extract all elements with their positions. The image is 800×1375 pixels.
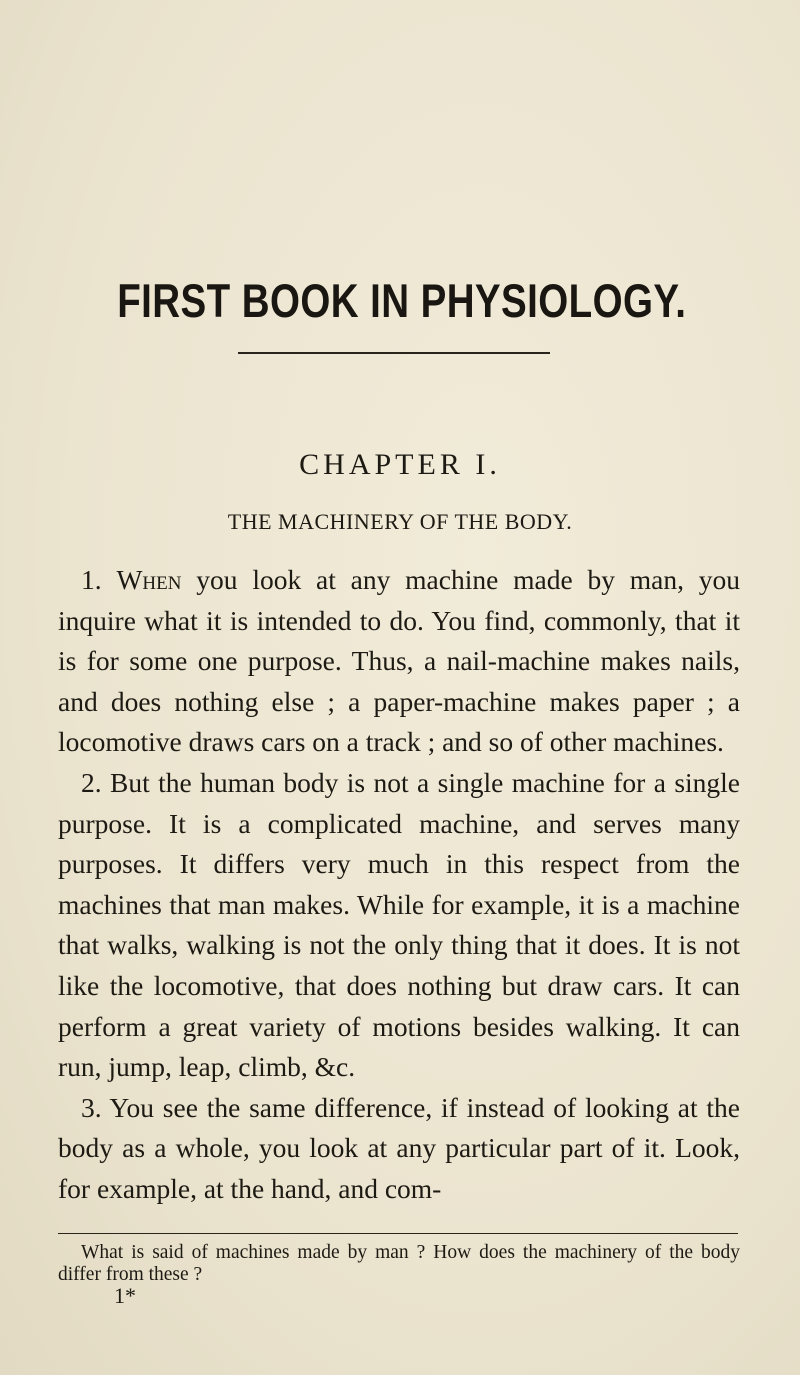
paragraph-number: 2. <box>81 766 102 798</box>
paragraph-number: 3. <box>81 1091 102 1123</box>
paragraph-2 <box>58 763 740 1088</box>
chapter-title: THE MACHINERY OF THE BODY. <box>227 509 573 534</box>
paragraph-number: 1. <box>81 564 102 595</box>
footnote-text: What is said of machines made by man ? How does the machinery of the body differ from these ? <box>58 1242 740 1285</box>
signature-mark: 1* <box>114 1283 136 1308</box>
paragraph-text: you look at any machine made by man, you inquire what it is intended to do. You find, commonly, that it is for some one purpose. Thus, a nail-machine makes nails, and does nothing else ; a paper-machine makes paper ; a locomotive draws cars on a track ; and so of other machines. <box>58 564 741 758</box>
paragraph-text: You see the same difference, if instead of looking at the body as a whole, you look at any particular part of it. Look, for example, at the hand, and com- <box>58 1091 740 1204</box>
book-title: FIRST BOOK IN PHYSIOLOGY. <box>117 274 687 327</box>
paragraph-3 <box>58 1088 740 1210</box>
paragraph-text: But the human body is not a single machine for a single purpose. It is a complicated machine, and serves many purposes. It differs very much in this respect from the machines that man makes. While for example, it is a machine that walks, walking is not the only thing that it does. It is not like the locomotive, that does nothing but draw cars. It can perform a great variety of motions besides walking. It can run, jump, leap, climb, &c. <box>58 766 741 1083</box>
title-divider <box>238 352 550 354</box>
paragraph-lead-word: When <box>116 564 182 595</box>
footnote-divider <box>58 1233 738 1234</box>
paragraph-1 <box>58 560 740 763</box>
chapter-heading: CHAPTER I. <box>299 448 501 481</box>
body-text <box>58 560 740 1210</box>
footnote <box>58 1242 740 1286</box>
